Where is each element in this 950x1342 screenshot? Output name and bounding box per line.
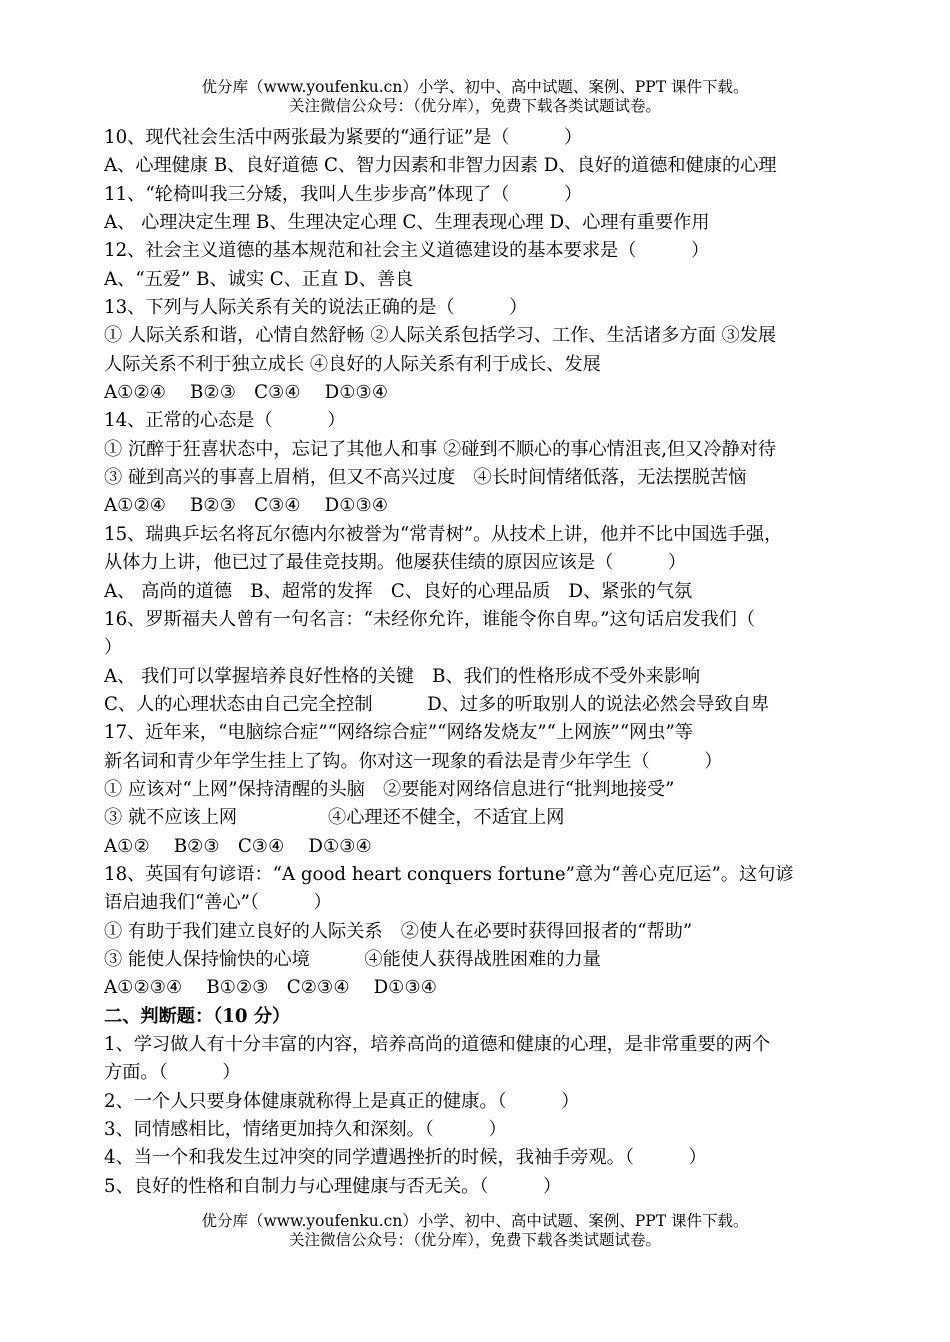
header-line-1: 优分库（www.youfenku.cn）小学、初中、高中试题、案例、PPT 课件下载。: [201, 78, 749, 96]
question-11-options: A、 心理决定生理 B、生理决定心理 C、生理表现心理 D、心理有重要作用: [104, 212, 710, 234]
question-14-statements: ① 沉醉于狂喜状态中，忘记了其他人和事 ②碰到不顺心的事心情沮丧,但又冷静对待: [104, 438, 777, 460]
judgment-4: 4、当一个和我发生过冲突的同学遭遇挫折的时候，我袖手旁观。（ ）: [104, 1147, 707, 1169]
question-12-options: A、“五爱” B、诚实 C、正直 D、善良: [104, 268, 414, 290]
question-13-statements-cont: 人际关系不利于独立成长 ④良好的人际关系有利于成长、发展: [104, 353, 601, 375]
question-13-options: A①②④ B②③ C③④ D①③④: [104, 382, 389, 404]
question-15: 15、瑞典乒坛名将瓦尔德内尔被誉为“常青树”。从技术上讲，他并不比中国选手强，: [104, 523, 783, 545]
question-15-options: A、 高尚的道德 B、超常的发挥 C、良好的心理品质 D、紧张的气氛: [104, 580, 693, 602]
question-14-options: A①②④ B②③ C③④ D①③④: [104, 495, 389, 517]
question-18: 18、英国有句谚语：“A good heart conquers fortune”意为“善心克厄运”。这句谚: [104, 863, 794, 885]
question-17-statements-cont: ③ 就不应该上网 ④心理还不健全，不适宜上网: [104, 807, 565, 829]
judgment-1: 1、学习做人有十分丰富的内容，培养高尚的道德和健康的心理，是非常重要的两个: [104, 1034, 771, 1055]
header-line-2: 关注微信公众号：（优分库），免费下载各类试题试卷。: [288, 97, 661, 115]
footer-line-2: 关注微信公众号：（优分库），免费下载各类试题试卷。: [288, 1231, 661, 1249]
footer-line-1: 优分库（www.youfenku.cn）小学、初中、高中试题、案例、PPT 课件下载。: [201, 1212, 749, 1230]
question-15-cont: 从体力上讲，他已过了最佳竞技期。他屡获佳绩的原因应该是（ ）: [104, 552, 687, 574]
question-16-options-ab: A、 我们可以掌握培养良好性格的关键 B、我们的性格形成不受外来影响: [104, 665, 701, 687]
question-10: 10、现代社会生活中两张最为紧要的“通行证”是（ ）: [104, 127, 583, 148]
page-header: [0, 78, 950, 116]
question-14-statements-cont: ③ 碰到高兴的事喜上眉梢，但又不高兴过度 ④长时间情绪低落，无法摆脱苦恼: [104, 467, 747, 489]
judgment-3: 3、同情感相比，情绪更加持久和深刻。（ ）: [104, 1119, 507, 1141]
question-17-cont: 新名词和青少年学生挂上了钩。你对这一现象的看法是青少年学生（ ）: [104, 750, 723, 772]
question-16-cont: ）: [104, 637, 123, 659]
question-17-options: A①② B②③ C③④ D①③④: [104, 835, 372, 857]
question-10-options: A、心理健康 B、良好道德 C、智力因素和非智力因素 D、良好的道德和健康的心理: [104, 155, 777, 177]
question-16-options-cd: C、人的心理状态由自己完全控制 D、过多的听取别人的说法必然会导致自卑: [104, 693, 770, 715]
judgment-1-cont: 方面。（ ）: [104, 1062, 241, 1084]
question-12: 12、社会主义道德的基本规范和社会主义道德建设的基本要求是（ ）: [104, 240, 710, 262]
page-footer: [0, 1212, 950, 1250]
question-13-statements: ① 人际关系和谐，心情自然舒畅 ②人际关系包括学习、工作、生活诸多方面 ③发展: [104, 325, 777, 347]
question-17: 17、近年来，“电脑综合症”“网络综合症”“网络发烧友”“上网族”“网虫”等: [104, 722, 693, 744]
judgment-2: 2、一个人只要身体健康就称得上是真正的健康。（ ）: [104, 1090, 580, 1112]
question-18-options: A①②③④ B①②③ C②③④ D①③④: [104, 977, 438, 999]
question-16: 16、罗斯福夫人曾有一句名言：“未经你允许，谁能令你自卑。”这句话启发我们（: [104, 608, 756, 630]
section-title-true-false: 二、判断题：（10 分）: [104, 1005, 291, 1027]
question-11: 11、“轮椅叫我三分矮，我叫人生步步高”体现了（ ）: [104, 183, 583, 205]
question-18-statements-cont: ③ 能使人保持愉快的心境 ④能使人获得战胜困难的力量: [104, 948, 601, 970]
question-18-statements: ① 有助于我们建立良好的人际关系 ②使人在必要时获得回报者的“帮助”: [104, 920, 693, 942]
question-18-cont: 语启迪我们“善心”（ ）: [104, 892, 332, 914]
question-14: 14、正常的心态是（ ）: [104, 410, 346, 432]
question-13: 13、下列与人际关系有关的说法正确的是（ ）: [104, 297, 528, 319]
document-body: [104, 124, 856, 1201]
question-17-statements: ① 应该对“上网”保持清醒的头脑 ②要能对网络信息进行“批判地接受”: [104, 778, 675, 800]
judgment-5: 5、良好的性格和自制力与心理健康与否无关。（ ）: [104, 1175, 562, 1197]
